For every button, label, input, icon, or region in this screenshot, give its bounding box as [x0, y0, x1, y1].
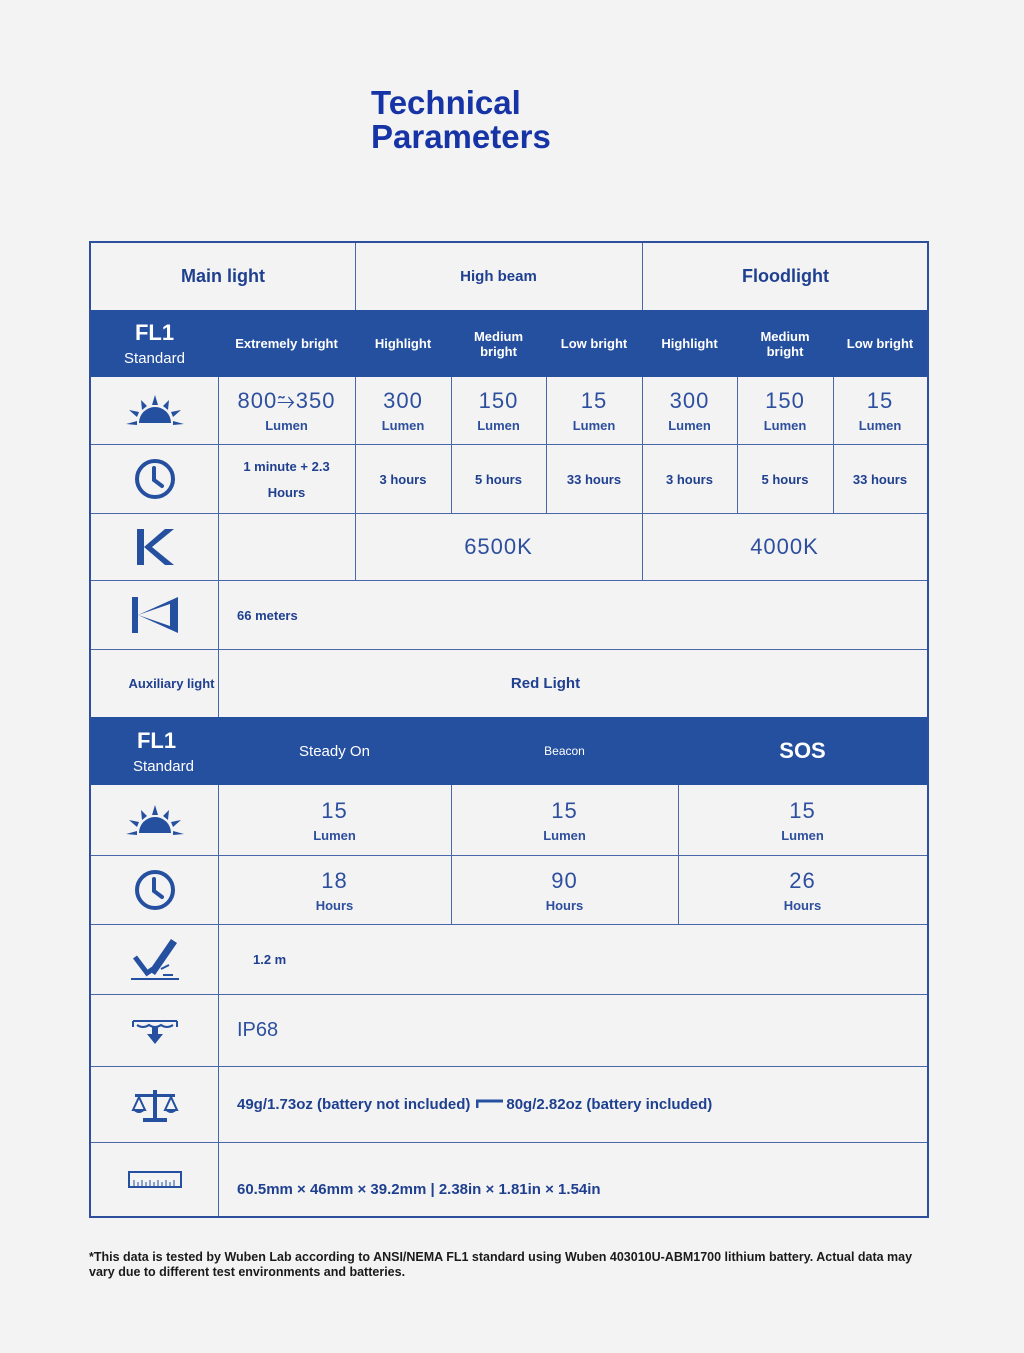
impact-icon [91, 925, 218, 994]
weight-arrow-icon [476, 1096, 504, 1113]
runtime-hb-med: 5 hours [475, 471, 522, 487]
weight-values [237, 1067, 897, 1142]
beam-distance-icon [91, 581, 218, 649]
cct-floodlight: 4000K [750, 534, 819, 559]
scale-icon [91, 1067, 218, 1142]
title-line-2: Parameters [371, 118, 551, 155]
mode-fl-medium: Medium bright [760, 328, 810, 359]
fl1-label: FL1 [134, 320, 175, 345]
lumen-fl-high: 300 Lumen [668, 388, 711, 433]
ip-rating-value: IP68 [237, 1019, 279, 1041]
lumen-hb-low: 15 Lumen [572, 388, 616, 433]
runtime-fl-low: 33 hours [852, 471, 908, 487]
runtime-fl-med: 5 hours [761, 471, 809, 487]
fl1-standard-label [91, 310, 218, 377]
weight-with-battery: 80g/2.82oz (battery included) [506, 1096, 713, 1113]
lumen-fl-med: 150 Lumen [763, 388, 807, 433]
mode-fl-low: Low bright [846, 336, 914, 351]
weight-without-battery: 49g/1.73oz (battery not included) [237, 1096, 471, 1113]
kelvin-icon [91, 514, 218, 580]
clock-icon [91, 445, 218, 513]
aux-lumen-sos: 15 Lumen [781, 798, 824, 843]
runtime-fl-high: 3 hours [666, 471, 713, 487]
runtime-extremely: 1 minute + 2.3 Hours [243, 458, 330, 500]
sun-icon [91, 786, 218, 855]
mode-extremely-bright: Extremely bright [235, 336, 338, 351]
header-floodlight: Floodlight [742, 266, 829, 286]
impact-value: 1.2 m [253, 952, 287, 967]
aux-runtime-beacon: 90 Hours [545, 867, 584, 913]
standard-label: Standard [124, 350, 185, 367]
beam-distance-value: 66 meters [237, 607, 298, 623]
aux-mode-sos: SOS [779, 738, 826, 763]
aux-lumen-beacon: 15 Lumen [543, 798, 586, 843]
title-line-1: Technical [371, 84, 521, 121]
lumen-fl-low: 15 Lumen [858, 388, 902, 433]
lumen-hb-med: 150 Lumen [477, 388, 520, 433]
aux-mode-steady: Steady On [299, 742, 370, 760]
runtime-hb-high: 3 hours [379, 471, 427, 487]
fl1-standard-label-2: FL1 Standard [133, 727, 194, 775]
size-value: 60.5mm × 46mm × 39.2mm | 2.38in × 1.81in × 1.54in [237, 1180, 601, 1198]
page-title [371, 86, 551, 154]
aux-light-label: Auxiliary light [128, 676, 215, 691]
ruler-icon [91, 1143, 218, 1216]
mode-hb-low: Low bright [560, 336, 628, 351]
waterproof-icon [91, 995, 218, 1066]
header-high-beam: High beam [460, 268, 537, 285]
lumen-hb-high: 300 Lumen [381, 388, 425, 433]
footnote: *This data is tested by Wuben Lab according to ANSI/NEMA FL1 standard using Wuben 403010U-ABM1700 lithium battery. Actual data may vary due to different test environments and batteries. [89, 1250, 913, 1279]
cct-high-beam: 6500K [464, 534, 533, 559]
runtime-hb-low: 33 hours [566, 471, 622, 487]
lumen-extremely: 800⥲350 Lumen [237, 388, 336, 433]
clock-icon [91, 856, 218, 924]
spec-table [89, 241, 929, 1218]
aux-runtime-steady: 18 Hours [315, 867, 354, 913]
header-main-light: Main light [181, 266, 265, 286]
aux-runtime-sos: 26 Hours [783, 867, 822, 913]
aux-mode-beacon: Beacon [544, 744, 585, 758]
mode-hb-medium: Medium bright [473, 328, 524, 359]
aux-light-value: Red Light [510, 675, 581, 692]
aux-lumen-steady: 15 Lumen [313, 798, 356, 843]
mode-fl-highlight: Highlight [661, 336, 718, 351]
mode-hb-highlight: Highlight [374, 336, 432, 351]
sun-icon [91, 377, 218, 444]
